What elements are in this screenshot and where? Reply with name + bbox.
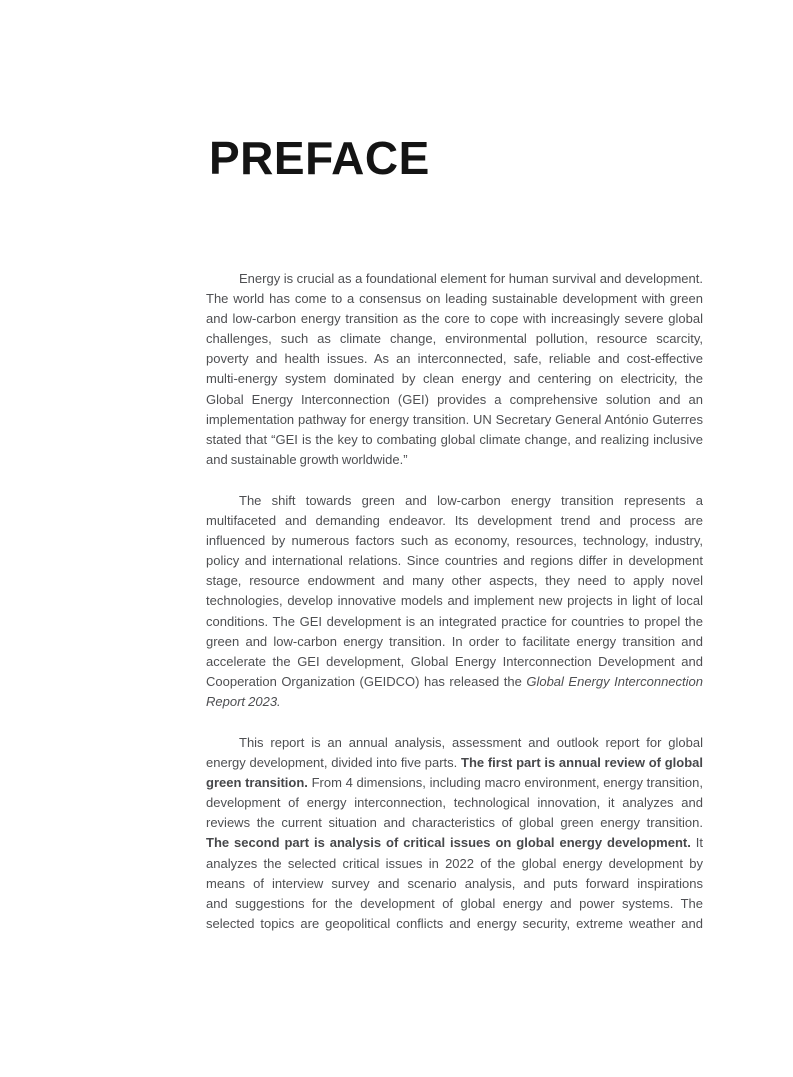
text-run: policy and international relations. Since countries and regions differ in development [206,553,703,569]
text-line [206,632,703,652]
text-line [206,591,703,611]
text-line [206,531,703,551]
page-title: PREFACE [209,132,430,184]
text-run: challenges, such as climate change, environmental pollution, resource scarcity, [206,331,703,347]
text-run: conditions. The GEI development is an integrated practice for countries to propel the [206,613,703,629]
text-line [206,430,703,450]
text-run: stated that “GEI is the key to combating global climate change, and realizing inclusive [206,431,703,447]
text-run: analyzes the selected critical issues in 2022 of the global energy development by [206,855,703,871]
text-run: The second part is analysis of critical issues on global energy development. [206,835,691,851]
text-run: This report is an annual analysis, assessment and outlook report for global [239,734,703,750]
text-line [206,733,703,753]
text-line [206,894,703,914]
text-run: reviews the current situation and characteristics of global green energy transition. [206,815,703,831]
text-line [206,289,703,309]
text-run: selected topics are geopolitical conflicts and energy security, extreme weather and [206,915,703,931]
text-line [206,349,703,369]
text-run: Global Energy Interconnection [526,673,703,689]
text-run: multifaceted and demanding endeavor. Its development trend and process are [206,513,703,529]
text-run: means of interview survey and scenario analysis, and puts forward inspirations [206,875,703,891]
text-line [206,612,703,632]
text-run: Energy is crucial as a foundational element for human survival and development. [239,271,703,286]
paragraph [206,733,703,934]
text-line [206,874,703,894]
text-run: green and low-carbon energy transition. In order to facilitate energy transition and [206,633,703,649]
text-line [206,571,703,591]
text-run: and low-carbon energy transition as the core to cope with increasingly severe global [206,311,703,327]
text-run: stage, resource endowment and many other aspects, they need to apply novel [206,573,703,589]
text-line [206,793,703,813]
text-line [206,692,703,712]
text-line [206,329,703,349]
text-run: The world has come to a consensus on leading sustainable development with green [206,291,703,307]
text-line [206,914,703,934]
paragraph [206,269,703,470]
text-run: and suggestions for the development of global energy and power systems. The [206,895,703,911]
text-line [206,511,703,531]
text-run: energy development, divided into five parts. [206,755,461,771]
text-run: The first part is annual review of global [461,755,703,771]
text-run: multi-energy system dominated by clean energy and centering on electricity, the [206,371,703,387]
text-run: Cooperation Organization (GEIDCO) has released the [206,673,527,689]
text-line [206,854,703,874]
text-run: technologies, develop innovative models and implement new projects in light of local [206,593,703,609]
text-run: accelerate the GEI development, Global Energy Interconnection Development and [206,653,703,669]
text-run: and sustainable growth worldwide.” [206,451,408,467]
text-line [206,410,703,430]
text-line [206,652,703,672]
text-run: Global Energy Interconnection (GEI) provides a comprehensive solution and an [206,391,703,407]
text-line [206,390,703,410]
text-line [206,491,703,511]
text-line [206,813,703,833]
text-run: green transition. [206,775,308,791]
text-run: influenced by numerous factors such as economy, resources, technology, industry, [206,533,703,549]
text-run: Report 2023. [206,693,281,709]
text-run: From 4 dimensions, including macro environment, energy transition, [307,775,703,791]
text-line [206,753,703,773]
text-line [206,450,703,470]
text-run: The shift towards green and low-carbon energy transition represents a [239,492,703,508]
text-run: implementation pathway for energy transition. UN Secretary General António Guterres [206,411,703,427]
paragraph [206,491,703,712]
text-line [206,551,703,571]
text-run: poverty and health issues. As an interconnected, safe, reliable and cost-effective [206,351,703,367]
text-run: It [690,835,703,851]
text-run: development of energy interconnection, technological innovation, it analyzes and [206,795,703,811]
document-body [206,269,703,934]
text-line [206,773,703,793]
text-line [206,672,703,692]
text-line [206,833,703,853]
text-line [206,369,703,389]
text-line [206,269,703,289]
text-line [206,309,703,329]
